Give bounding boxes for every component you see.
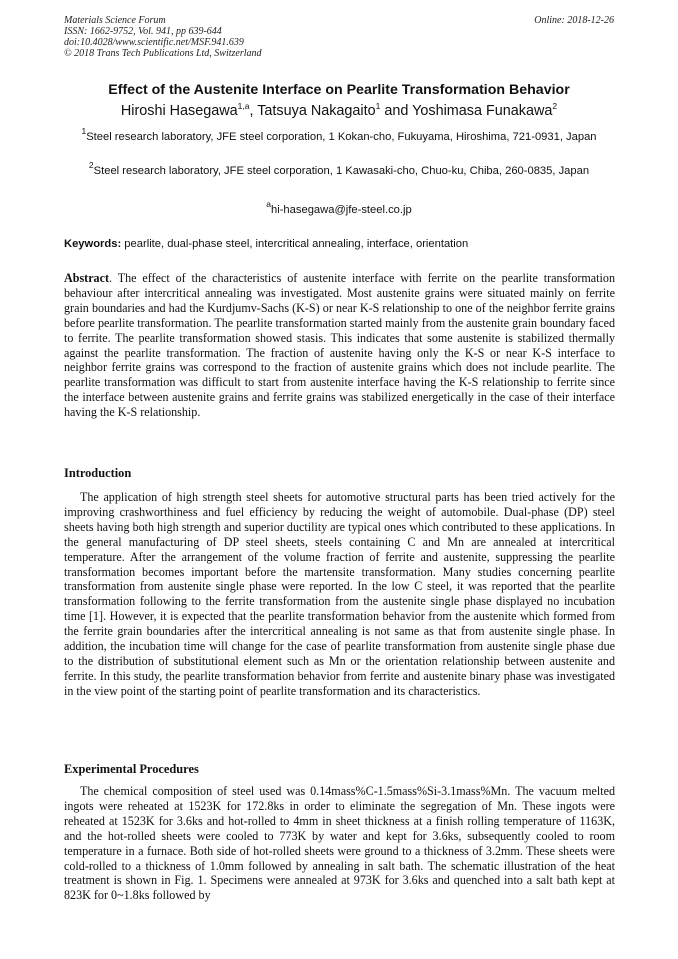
email-mark: a	[266, 199, 271, 209]
introduction-paragraph: The application of high strength steel sheets for automotive structural parts has been tried actively for the improving crashworthiness and fuel efficiency by reducing the weight of automobile. Dual-phase (DP) steel sheets having both high strength and superior ductility are typical ones which contributed to these applications. In the general manufacturing of DP steel sheets, steels containing C and Mn are annealed at intercritical temperature. After the arrangement of the volume fraction of ferrite and austenite, suppressing the pearlite transformation becomes important before the martensite transformation. Many studies concerning pearlite transformation from austenite single phase were reported. In the low C steel, it was reported that the pearlite transformation following to the ferrite transformation from the austenite single phase displayed no incubation time [1]. However, it is expected that the pearlite transformation behavior from the austenite which formed from the ferrite grain boundaries after the intercritical annealing is not same as that from austenite single phase. In addition, the incubation time will change for the case of pearlite transformation from austenite single phase due to the distribution of substitutional element such as Mn or the orientation relationship between austenite and ferrite. In this study, the pearlite transformation behavior from ferrite and austenite binary phase was investigated in the view point of the starting point of pearlite transformation and its characteristics.	[64, 490, 615, 698]
abstract-text: . The effect of the characteristics of austenite interface with ferrite on the pearlite transformation behaviour after intercritical annealing was investigated. Most austenite grains were situated mainly on ferrite grain boundaries and had the Kurdjumv-Sachs (K-S) or near K-S relationship to one of the neighbor ferrite grains before pearlite transformation. The pearlite transformation started mainly from the austenite grain boundary faced to ferrite. The pearlite transformation showed stasis. This indicates that some austenite is stabilized thermally against the pearlite transformation. The fraction of austenite having only the K-S or near K-S interface to neighbor ferrite grains was correspond to the fraction of austenite grains which does not include pearlite. The pearlite transformation was difficult to start from austenite interface having the K-S relationship to ferrite since the interface between austenite grains and ferrite grains was stabilized energetically in the case of their interface having the K-S relationship.	[64, 271, 615, 420]
online-date: Online: 2018-12-26	[534, 15, 614, 26]
keywords-label: Keywords:	[64, 238, 122, 250]
issn-line: ISSN: 1662-9752, Vol. 941, pp 639-644	[64, 26, 222, 37]
affiliation-2-text: Steel research laboratory, JFE steel corporation, 1 Kawasaki-cho, Chuo-ku, Chiba, 260-0835, Japan	[93, 165, 590, 177]
keywords-line	[64, 237, 624, 251]
doi-line: doi:10.4028/www.scientific.net/MSF.941.639	[64, 37, 244, 48]
affiliation-2-mark: 2	[88, 160, 94, 170]
affiliation-1	[80, 126, 598, 146]
author-3-affil-mark: 2	[552, 101, 558, 111]
abstract-label: Abstract	[64, 271, 110, 285]
author-1-name: Hiroshi Hasegawa	[120, 103, 238, 119]
email-address: hi-hasegawa@jfe-steel.co.jp	[271, 204, 412, 216]
paper-title: Effect of the Austenite Interface on Pearlite Transformation Behavior	[108, 82, 570, 98]
keywords-text: pearlite, dual-phase steel, intercritical annealing, interface, orientation	[121, 238, 469, 250]
corresponding-email	[80, 199, 598, 219]
affiliation-2	[80, 160, 598, 180]
experimental-paragraph: The chemical composition of steel used was 0.14mass%C-1.5mass%Si-3.1mass%Mn. The vacuum melted ingots were reheated at 1523K for 172.8ks in order to eliminate the segregation of Mn. These ingots were reheated at 1523K for 3.6ks and hot-rolled to 4mm in sheet thickness at a finish rolling temperature of 1163K, and the hot-rolled sheets were cooled to 773K by water and kept for 3.6ks, subsequently cooled to room temperature in a furnace. Both side of hot-rolled sheets were ground to a thickness of 3.2mm. These sheets were cold-rolled to a thickness of 1.0mm followed by annealing in salt bath. The schematic illustration of the heat treatment is shown in Fig. 1. Specimens were annealed at 973K for 3.6ks and quenched into a salt bath kept at 823K for 0~1.8ks followed by	[64, 784, 615, 903]
author-2-affil-mark: 1	[375, 101, 381, 111]
affiliation-1-mark: 1	[81, 126, 87, 136]
copyright-line: © 2018 Trans Tech Publications Ltd, Switzerland	[64, 48, 262, 59]
author-3-name: Yoshimasa Funakawa	[412, 103, 553, 119]
experimental-heading: Experimental Procedures	[64, 762, 199, 776]
author-list	[30, 102, 648, 120]
journal-header	[64, 15, 262, 59]
journal-name: Materials Science Forum	[64, 15, 166, 26]
affiliation-1-text: Steel research laboratory, JFE steel corporation, 1 Kokan-cho, Fukuyama, Hiroshima, 721-0931, Japan	[86, 131, 597, 143]
author-1-affil-mark: 1,a	[237, 101, 250, 111]
author-separator-1: ,	[249, 103, 258, 119]
author-separator-2: and	[380, 103, 413, 119]
author-2-name: Tatsuya Nakagaito	[257, 103, 376, 119]
introduction-heading: Introduction	[64, 466, 132, 480]
abstract-paragraph	[64, 271, 615, 420]
